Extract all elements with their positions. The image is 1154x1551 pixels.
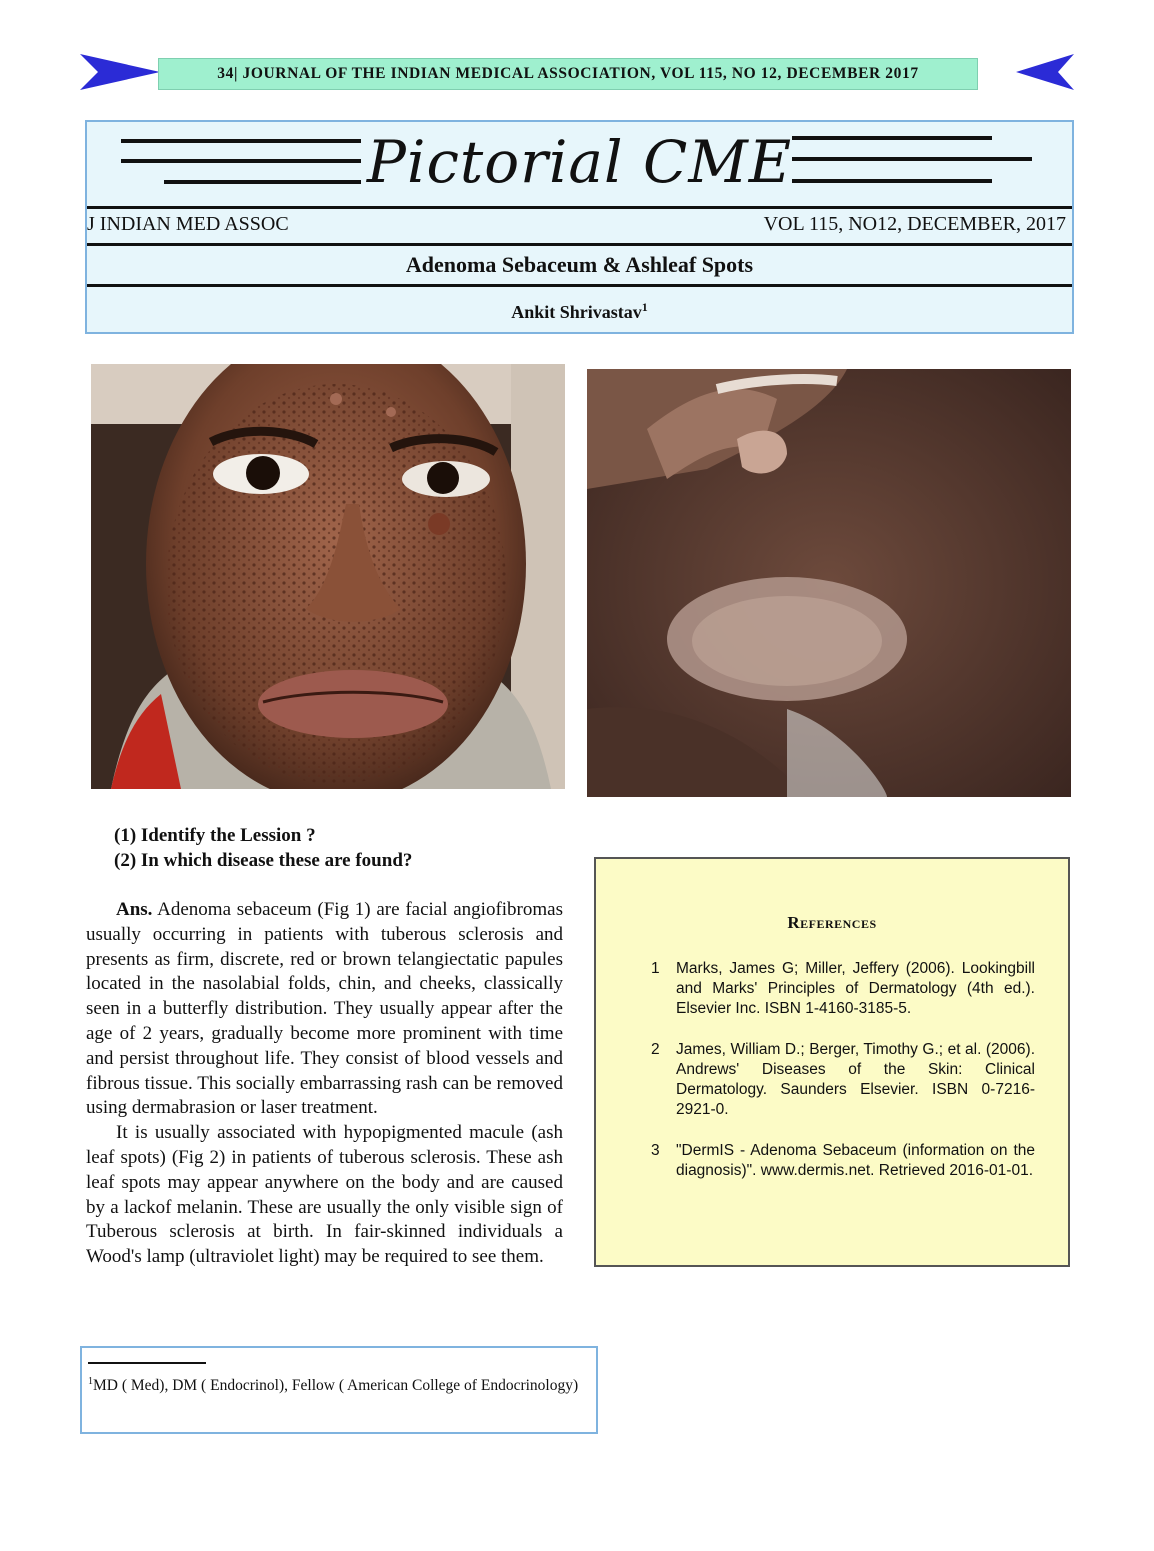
references-box (594, 857, 1070, 1267)
header-rule (87, 243, 1072, 246)
issue-info: VOL 115, NO12, DECEMBER, 2017 (763, 213, 1066, 235)
reference-item (651, 959, 1035, 1019)
question-2: (2) In which disease these are found? (114, 850, 413, 871)
author-affiliation-mark: 1 (641, 300, 648, 314)
header-rule (87, 206, 1072, 209)
answer-paragraph-1 (86, 898, 563, 1121)
answer-paragraph-1-text: Adenoma sebaceum (Fig 1) are facial angiofibromas usually occurring in patients with tuberous sclerosis and presents as firm, discrete, red or brown telangiectatic papules located in the nasolabial folds, chin, and cheeks, classically seen in a butterfly distribution. They usually appear after the age of 2 years, gradually become more prominent with time and persist throughout life. They consist of blood vessels and fibrous tissue. This socially embarrassing rash can be removed using dermabrasion or laser treatment. (86, 899, 563, 1119)
question-1: (1) Identify the Lession ? (114, 825, 316, 846)
references-heading: References (787, 913, 877, 932)
journal-abbrev: J INDIAN MED ASSOC (87, 213, 289, 235)
running-header (158, 58, 978, 90)
right-arrow-ornament (1016, 52, 1074, 92)
reference-item (651, 1141, 1035, 1181)
footnote-mark: 1 (88, 1376, 93, 1387)
questions (114, 823, 412, 873)
reference-text: Marks, James G; Miller, Jeffery (2006). Lookingbill and Marks' Principles of Dermatology (4th ed.). Elsevier Inc. ISBN 1-4160-3185-5. (676, 960, 1035, 1017)
author-name: Ankit Shrivastav (511, 302, 642, 322)
figure-2-ash-leaf-spot-photo (587, 369, 1071, 797)
reference-item (651, 1040, 1035, 1120)
answer-paragraph-2: It is usually associated with hypopigmented macule (ash leaf spots) (Fig 2) in patients of tuberous sclerosis. These ash leaf spots may appear anywhere on the body and are caused by a lackof melanin. These are usually the only visible sign of Tuberous sclerosis at birth. In fair-skinned individuals a Wood's lamp (ultraviolet light) may be required to see them. (86, 1122, 563, 1268)
article-title: Adenoma Sebaceum & Ashleaf Spots (405, 252, 754, 277)
reference-number: 1 (651, 960, 660, 977)
answer-label: Ans. (116, 899, 153, 920)
article-header-box (85, 120, 1074, 334)
reference-text: James, William D.; Berger, Timothy G.; et al. (2006). Andrews' Diseases of the Skin: Clinical Dermatology. Saunders Elsevier. ISBN 0-7216-2921-0. (676, 1041, 1035, 1118)
running-header-text: 34| JOURNAL OF THE INDIAN MEDICAL ASSOCIATION, VOL 115, NO 12, DECEMBER 2017 (217, 65, 919, 82)
answer-text (86, 898, 563, 1270)
section-title: Pictorial CME (366, 128, 793, 196)
figure-1-face-photo (91, 364, 565, 789)
header-rule (87, 284, 1072, 287)
reference-number: 2 (651, 1041, 660, 1058)
references-list (651, 959, 1035, 1202)
author-line (87, 300, 1072, 323)
footnote-rule (88, 1362, 206, 1364)
footnote-text: MD ( Med), DM ( Endocrinol), Fellow ( American College of Endocrinology) (93, 1377, 579, 1395)
reference-text: "DermIS - Adenoma Sebaceum (information on the diagnosis)". www.dermis.net. Retrieved 2016-01-01. (676, 1142, 1035, 1179)
reference-number: 3 (651, 1142, 660, 1159)
left-arrow-ornament (80, 52, 160, 92)
footnote-box (80, 1346, 598, 1434)
footnote (88, 1372, 602, 1396)
